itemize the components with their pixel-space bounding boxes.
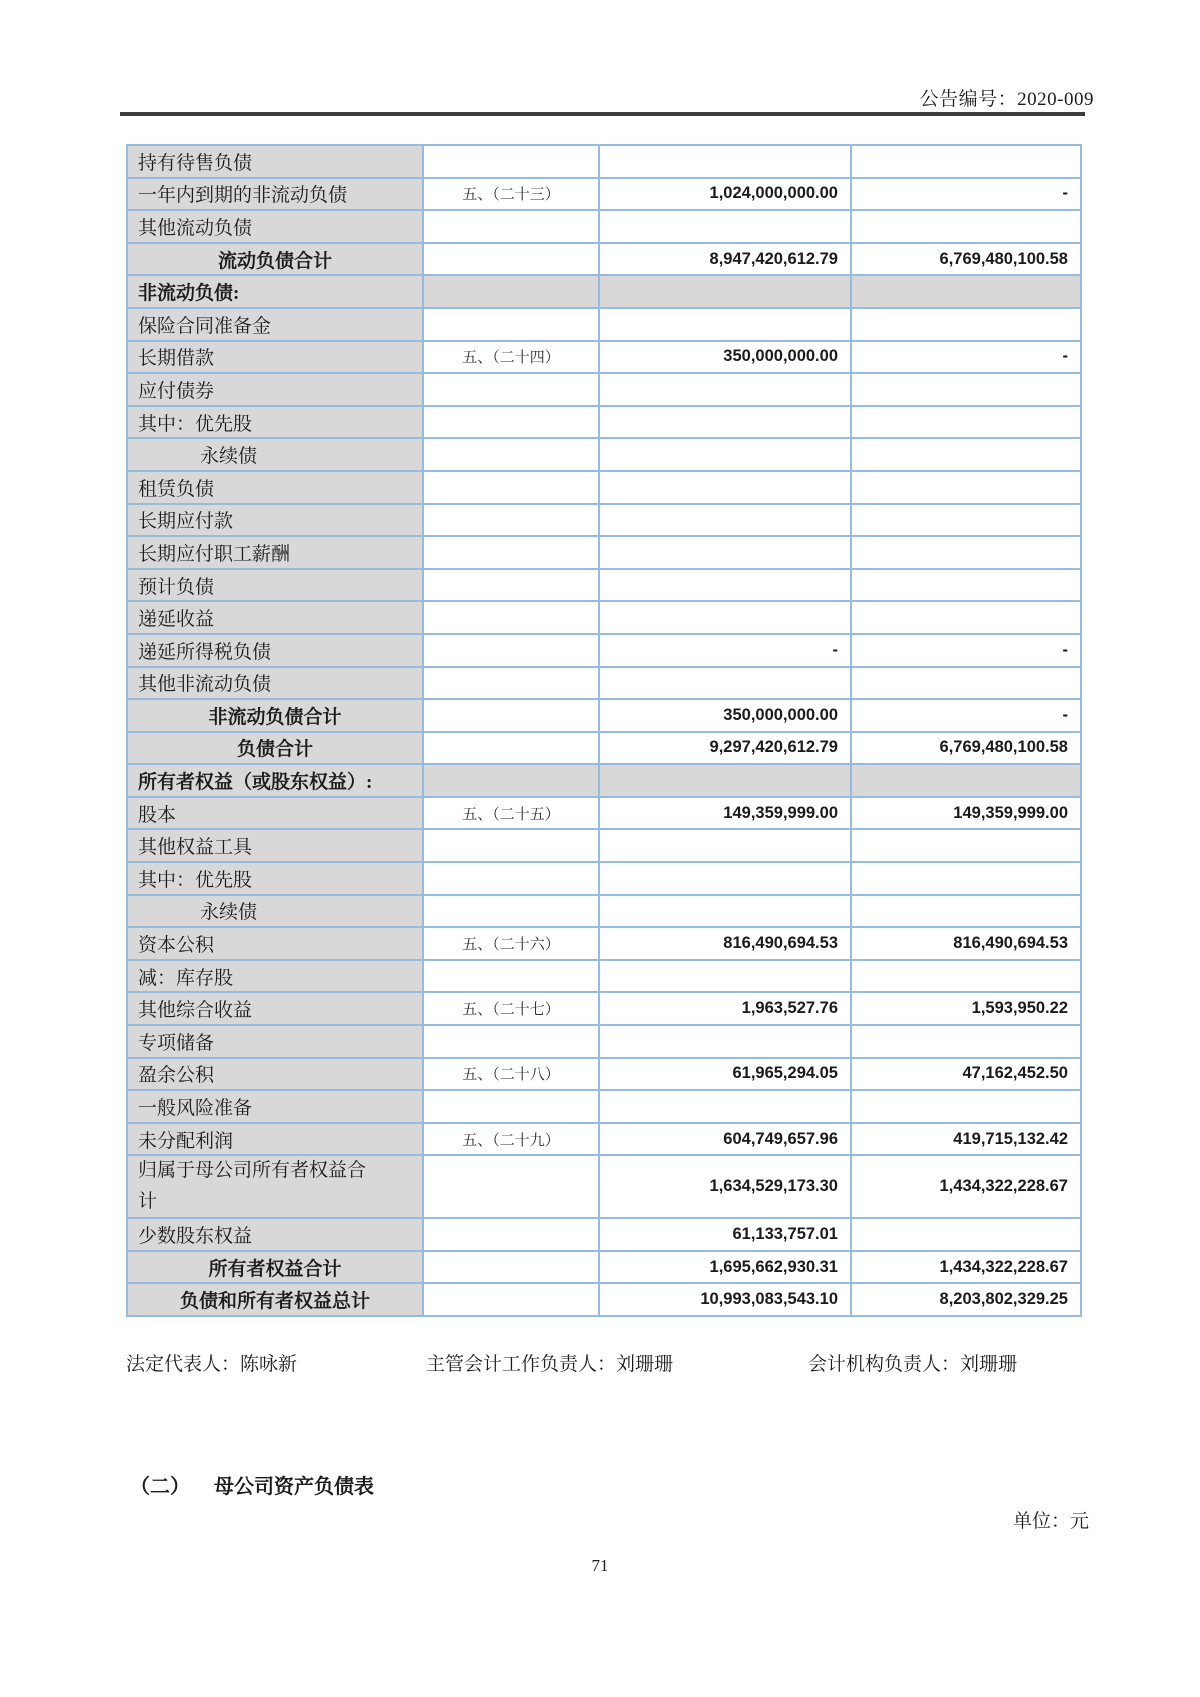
note-reference-cell: [423, 569, 599, 602]
table-row: [127, 504, 1081, 537]
value-prior-period-cell: [851, 308, 1081, 341]
value-current-period-cell: [599, 373, 851, 406]
row-label-cell: 专项储备: [127, 1025, 423, 1058]
note-reference-cell: [423, 829, 599, 862]
value-prior-period-cell: 1,434,322,228.67: [851, 1251, 1081, 1284]
note-reference-cell: [423, 960, 599, 993]
value-prior-period-cell: [851, 829, 1081, 862]
value-current-period-cell: [599, 667, 851, 700]
value-current-period-cell: [599, 569, 851, 602]
section-heading: [130, 1470, 374, 1499]
value-current-period-cell: -: [599, 634, 851, 667]
value-prior-period-cell: -: [851, 341, 1081, 374]
value-prior-period-cell: [851, 569, 1081, 602]
value-current-period-cell: 1,695,662,930.31: [599, 1251, 851, 1284]
value-current-period-cell: [599, 764, 851, 797]
row-label-cell: 非流动负债合计: [127, 699, 423, 732]
row-label-cell: 一般风险准备: [127, 1090, 423, 1123]
value-current-period-cell: 61,965,294.05: [599, 1058, 851, 1091]
value-prior-period-cell: [851, 210, 1081, 243]
row-label-cell: 永续债: [127, 895, 423, 928]
value-current-period-cell: [599, 601, 851, 634]
table-row: [127, 145, 1081, 178]
row-label-cell: 预计负债: [127, 569, 423, 602]
note-reference-cell: [423, 373, 599, 406]
row-label-cell: 其他流动负债: [127, 210, 423, 243]
note-reference-cell: [423, 1025, 599, 1058]
row-label-cell: 递延收益: [127, 601, 423, 634]
row-label-cell: 一年内到期的非流动负债: [127, 178, 423, 211]
table-row: [127, 1155, 1081, 1218]
value-prior-period-cell: [851, 960, 1081, 993]
note-reference-cell: [423, 862, 599, 895]
table-row: [127, 373, 1081, 406]
note-reference-cell: 五、（二十九）: [423, 1123, 599, 1156]
table-row: [127, 1123, 1081, 1156]
row-label-cell: 减：库存股: [127, 960, 423, 993]
row-label-cell: 持有待售负债: [127, 145, 423, 178]
value-current-period-cell: 61,133,757.01: [599, 1218, 851, 1251]
table-row: [127, 275, 1081, 308]
value-prior-period-cell: [851, 471, 1081, 504]
table-row: [127, 797, 1081, 830]
section-heading-title: 母公司资产负债表: [214, 1476, 374, 1498]
note-reference-cell: [423, 275, 599, 308]
value-current-period-cell: [599, 308, 851, 341]
table-row: [127, 960, 1081, 993]
row-label-cell: 盈余公积: [127, 1058, 423, 1091]
row-label-cell: 负债合计: [127, 732, 423, 765]
row-label-cell: 其他综合收益: [127, 992, 423, 1025]
header-divider-rule: [120, 112, 1085, 116]
value-current-period-cell: [599, 406, 851, 439]
note-reference-cell: 五、（二十五）: [423, 797, 599, 830]
table-row: [127, 569, 1081, 602]
value-prior-period-cell: [851, 895, 1081, 928]
row-label-cell: 资本公积: [127, 927, 423, 960]
table-row: [127, 992, 1081, 1025]
table-row: [127, 764, 1081, 797]
note-reference-cell: 五、（二十八）: [423, 1058, 599, 1091]
note-reference-cell: [423, 504, 599, 537]
value-prior-period-cell: [851, 601, 1081, 634]
table-row: [127, 1251, 1081, 1284]
table-row: [127, 927, 1081, 960]
signature-legal-representative: 法定代表人：陈咏新: [126, 1354, 298, 1375]
value-current-period-cell: 350,000,000.00: [599, 699, 851, 732]
value-prior-period-cell: 149,359,999.00: [851, 797, 1081, 830]
note-reference-cell: [423, 1218, 599, 1251]
balance-sheet-table: [126, 144, 1082, 1317]
value-current-period-cell: 9,297,420,612.79: [599, 732, 851, 765]
note-reference-cell: 五、（二十三）: [423, 178, 599, 211]
note-reference-cell: [423, 536, 599, 569]
row-label-cell: 股本: [127, 797, 423, 830]
value-prior-period-cell: -: [851, 634, 1081, 667]
table-row: [127, 601, 1081, 634]
table-row: [127, 308, 1081, 341]
value-current-period-cell: [599, 960, 851, 993]
value-prior-period-cell: [851, 1090, 1081, 1123]
unit-label: 单位：元: [1012, 1511, 1089, 1532]
row-label-cell: 其他非流动负债: [127, 667, 423, 700]
value-prior-period-cell: 419,715,132.42: [851, 1123, 1081, 1156]
row-label-cell: 应付债券: [127, 373, 423, 406]
value-current-period-cell: [599, 862, 851, 895]
announcement-number: 公告编号：2020-009: [919, 89, 1094, 110]
table-row: [127, 471, 1081, 504]
value-prior-period-cell: [851, 1218, 1081, 1251]
value-current-period-cell: [599, 895, 851, 928]
table-row: [127, 438, 1081, 471]
table-row: [127, 210, 1081, 243]
table-row: [127, 1025, 1081, 1058]
value-prior-period-cell: -: [851, 699, 1081, 732]
value-current-period-cell: [599, 504, 851, 537]
value-prior-period-cell: [851, 764, 1081, 797]
row-label-cell: 归属于母公司所有者权益合计: [127, 1155, 423, 1218]
table-row: [127, 699, 1081, 732]
value-current-period-cell: [599, 536, 851, 569]
value-prior-period-cell: 8,203,802,329.25: [851, 1283, 1081, 1316]
table-row: [127, 536, 1081, 569]
note-reference-cell: [423, 243, 599, 276]
note-reference-cell: [423, 1251, 599, 1284]
table-row: [127, 667, 1081, 700]
note-reference-cell: [423, 471, 599, 504]
value-current-period-cell: 604,749,657.96: [599, 1123, 851, 1156]
value-prior-period-cell: 1,434,322,228.67: [851, 1155, 1081, 1218]
note-reference-cell: [423, 1090, 599, 1123]
value-prior-period-cell: [851, 438, 1081, 471]
note-reference-cell: [423, 145, 599, 178]
table-row: [127, 732, 1081, 765]
row-label-cell: 其中：优先股: [127, 406, 423, 439]
table-row: [127, 1283, 1081, 1316]
note-reference-cell: [423, 699, 599, 732]
note-reference-cell: [423, 210, 599, 243]
note-reference-cell: [423, 601, 599, 634]
note-reference-cell: [423, 667, 599, 700]
value-current-period-cell: 816,490,694.53: [599, 927, 851, 960]
value-current-period-cell: [599, 145, 851, 178]
value-current-period-cell: [599, 829, 851, 862]
row-label-cell: 其中：优先股: [127, 862, 423, 895]
value-prior-period-cell: -: [851, 178, 1081, 211]
signature-line: [0, 1349, 1200, 1375]
signature-accounting-department-head: 会计机构负责人：刘珊珊: [808, 1354, 1018, 1375]
row-label-cell: 其他权益工具: [127, 829, 423, 862]
value-current-period-cell: 149,359,999.00: [599, 797, 851, 830]
value-current-period-cell: 1,634,529,173.30: [599, 1155, 851, 1218]
note-reference-cell: [423, 895, 599, 928]
value-prior-period-cell: 1,593,950.22: [851, 992, 1081, 1025]
note-reference-cell: 五、（二十四）: [423, 341, 599, 374]
value-current-period-cell: [599, 210, 851, 243]
note-reference-cell: [423, 764, 599, 797]
balance-sheet-table-body: [127, 145, 1081, 1316]
table-row: [127, 829, 1081, 862]
row-label-cell: 负债和所有者权益总计: [127, 1283, 423, 1316]
table-row: [127, 862, 1081, 895]
value-current-period-cell: 1,024,000,000.00: [599, 178, 851, 211]
value-current-period-cell: [599, 275, 851, 308]
table-row: [127, 1058, 1081, 1091]
value-current-period-cell: 350,000,000.00: [599, 341, 851, 374]
row-label-cell: 长期应付职工薪酬: [127, 536, 423, 569]
note-reference-cell: [423, 634, 599, 667]
value-current-period-cell: [599, 1090, 851, 1123]
value-prior-period-cell: 47,162,452.50: [851, 1058, 1081, 1091]
row-label-cell: 长期借款: [127, 341, 423, 374]
value-prior-period-cell: [851, 536, 1081, 569]
row-label-cell: 未分配利润: [127, 1123, 423, 1156]
value-prior-period-cell: [851, 406, 1081, 439]
note-reference-cell: 五、（二十六）: [423, 927, 599, 960]
value-current-period-cell: [599, 1025, 851, 1058]
page-number: 71: [591, 1556, 609, 1575]
row-label-cell: 所有者权益合计: [127, 1251, 423, 1284]
table-row: [127, 178, 1081, 211]
value-prior-period-cell: [851, 504, 1081, 537]
value-current-period-cell: 1,963,527.76: [599, 992, 851, 1025]
table-row: [127, 634, 1081, 667]
value-current-period-cell: [599, 471, 851, 504]
table-row: [127, 1090, 1081, 1123]
row-label-cell: 租赁负债: [127, 471, 423, 504]
note-reference-cell: [423, 1155, 599, 1218]
row-label-cell: 递延所得税负债: [127, 634, 423, 667]
signature-chief-accountant: 主管会计工作负责人：刘珊珊: [426, 1354, 674, 1375]
row-label-cell: 流动负债合计: [127, 243, 423, 276]
table-row: [127, 406, 1081, 439]
value-prior-period-cell: 6,769,480,100.58: [851, 732, 1081, 765]
value-prior-period-cell: [851, 373, 1081, 406]
table-row: [127, 1218, 1081, 1251]
value-prior-period-cell: [851, 1025, 1081, 1058]
row-label-cell: 非流动负债:: [127, 275, 423, 308]
value-prior-period-cell: [851, 862, 1081, 895]
section-heading-prefix: （二）: [130, 1476, 190, 1498]
value-current-period-cell: 10,993,083,543.10: [599, 1283, 851, 1316]
row-label-cell: 所有者权益（或股东权益）:: [127, 764, 423, 797]
value-prior-period-cell: [851, 145, 1081, 178]
value-prior-period-cell: 816,490,694.53: [851, 927, 1081, 960]
value-prior-period-cell: 6,769,480,100.58: [851, 243, 1081, 276]
row-label-cell: 永续债: [127, 438, 423, 471]
table-row: [127, 243, 1081, 276]
row-label-cell: 少数股东权益: [127, 1218, 423, 1251]
row-label-cell: 保险合同准备金: [127, 308, 423, 341]
note-reference-cell: 五、（二十七）: [423, 992, 599, 1025]
table-row: [127, 895, 1081, 928]
note-reference-cell: [423, 308, 599, 341]
note-reference-cell: [423, 406, 599, 439]
note-reference-cell: [423, 438, 599, 471]
value-current-period-cell: [599, 438, 851, 471]
note-reference-cell: [423, 1283, 599, 1316]
row-label-cell: 长期应付款: [127, 504, 423, 537]
value-current-period-cell: 8,947,420,612.79: [599, 243, 851, 276]
note-reference-cell: [423, 732, 599, 765]
table-row: [127, 341, 1081, 374]
value-prior-period-cell: [851, 667, 1081, 700]
value-prior-period-cell: [851, 275, 1081, 308]
